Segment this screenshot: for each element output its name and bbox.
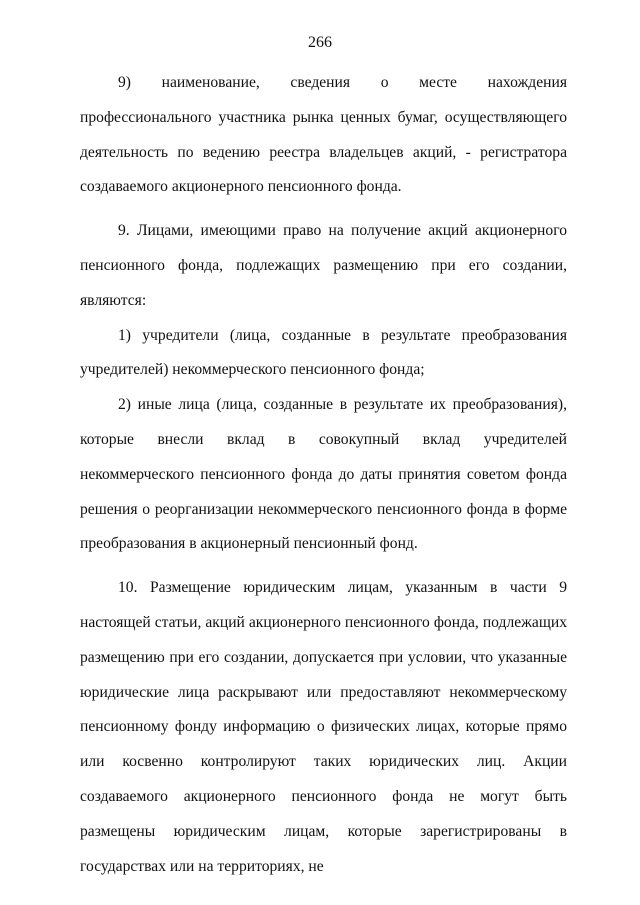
paragraph-item-2-other-persons: 2) иные лица (лица, созданные в результате их преобразования), которые внесли вклад в совокупный вклад учредителей некоммерческого пенсионного фонда до даты принятия советом фонда решения о реорганизации некоммерческого пенсионного фонда в форме преобразования в акционерный пенсионный фонд. bbox=[80, 396, 567, 553]
page-number: 266 bbox=[308, 34, 332, 51]
paragraph-part-10: 10. Размещение юридическим лицам, указанным в части 9 настоящей статьи, акций акционерного пенсионного фонда, подлежащих размещению при его создании, допускается при условии, что указанные юридические лица раскрывают или предоставляют некоммерческому пенсионному фонду информацию о физических лицах, которые прямо или косвенно контролируют таких юридических лиц. Акции создаваемого акционерного пенсионного фонда не могут быть размещены юридическим лицам, которые зарегистрированы в государствах или на территориях, не bbox=[80, 579, 567, 875]
paragraph-item-9-registrar: 9) наименование, сведения о месте нахождения профессионального участника рынка ценных бумаг, осуществляющего деятельность по ведению реестра владельцев акций, - регистратора создаваемого акционерного пенсионного фонда. bbox=[80, 74, 567, 196]
paragraph-item-1-founders: 1) учредители (лица, созданные в результате преобразования учредителей) некоммерческого пенсионного фонда; bbox=[80, 326, 567, 379]
document-body bbox=[80, 66, 567, 884]
paragraph-part-9: 9. Лицами, имеющими право на получение акций акционерного пенсионного фонда, подлежащих размещению при его создании, являются: bbox=[80, 222, 567, 309]
